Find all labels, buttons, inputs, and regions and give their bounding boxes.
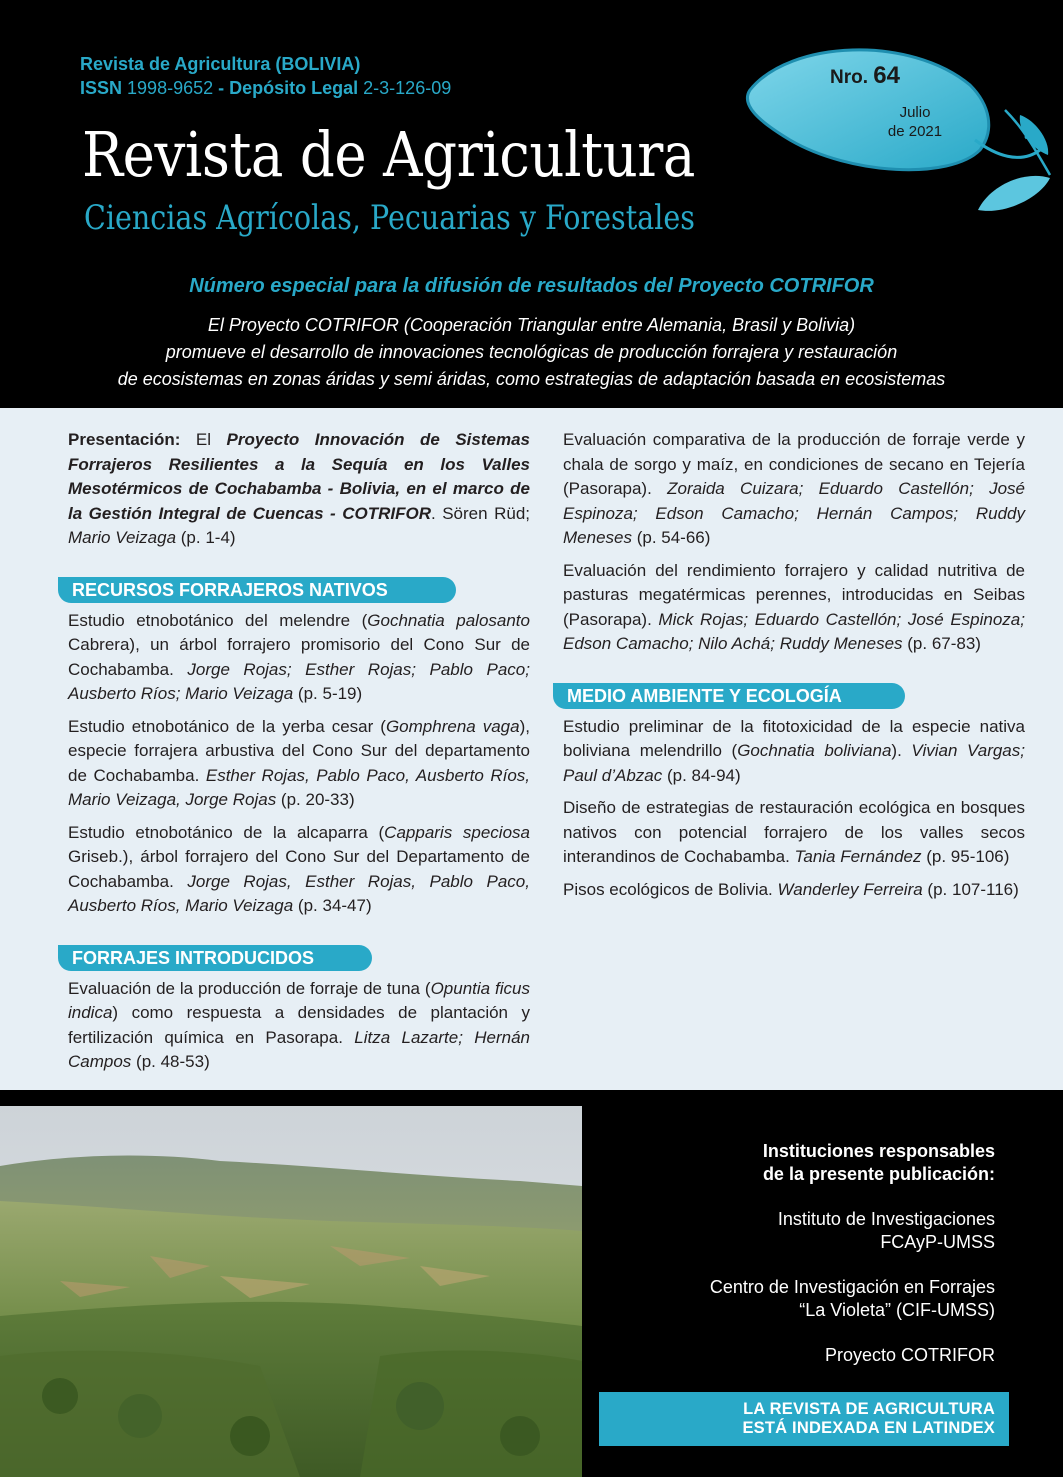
entry-text: Cabrera), un árbol forrajero promisorio del Cono Sur de Cochabamba. (68, 635, 530, 679)
special-issue-title: Número especial para la difusión de resultados del Proyecto COTRIFOR (189, 275, 874, 297)
entry-pages: (p. 54-66) (631, 528, 711, 547)
entry-pages: (p. 5-19) (293, 684, 363, 703)
article-entry (68, 609, 530, 707)
entry-pages: (p. 84-94) (662, 765, 741, 785)
issue-label: Nro. (830, 67, 868, 88)
issue-date (865, 103, 965, 141)
latindex-line: ESTÁ INDEXADA EN LATINDEX (742, 1419, 995, 1437)
institution-name: Proyecto COTRIFOR (824, 1345, 995, 1365)
article-entry (68, 715, 530, 813)
issue-month: Julio (899, 104, 931, 121)
entry-text: Estudio etnobotánico de la yerba cesar ( (68, 716, 386, 736)
institutions-heading (600, 1140, 995, 1186)
institution-name: Centro de Investigación en Forrajes (709, 1277, 995, 1297)
entry-authors: Zoraida Cuizara; Eduardo Castellón; José Espinoza; Edson Camacho; Hernán Campos; Ruddy Meneses (563, 479, 1025, 547)
entry-text: Evaluación del rendimiento forrajero y calidad nutritiva de pasturas megatérmicas perennes, introducidas en Seibas (Pasorapa). (563, 560, 1025, 629)
publication-name: Revista de Agricultura (BOLIVIA) (80, 54, 361, 74)
article-entry (563, 796, 1025, 870)
issn-label: ISSN (80, 78, 123, 98)
description-line: promueve el desarrollo de innovaciones tecnológicas de producción forrajera y restauración (165, 342, 898, 362)
entry-authors: Mario Veizaga (68, 528, 177, 547)
species-name: Gochnatia palosanto (367, 610, 530, 630)
article-entry (563, 715, 1025, 789)
institution-iifcayp (600, 1208, 995, 1254)
issn-line (80, 78, 451, 99)
article-entry (563, 559, 1025, 657)
entry-pages: (p. 95-106) (921, 847, 1010, 866)
table-of-contents (0, 408, 1063, 1090)
entry-text: Evaluación de la producción de forraje de tuna ( (68, 978, 431, 998)
species-name: Gochnatia boliviana (737, 741, 892, 760)
institutions-heading-line: Instituciones responsables (762, 1141, 995, 1161)
journal-subtitle: Ciencias Agrícolas, Pecuarias y Forestales (84, 198, 695, 238)
landscape-photo (0, 1106, 582, 1477)
issue-number (830, 62, 900, 90)
latindex-line: LA REVISTA DE AGRICULTURA (743, 1400, 995, 1418)
section-heading-forrajes: FORRAJES INTRODUCIDOS (58, 945, 372, 971)
presentation-entry (68, 428, 530, 551)
contents-column-left (68, 428, 530, 1083)
species-name: Capparis speciosa (384, 822, 530, 842)
entry-authors: Tania Fernández (794, 847, 922, 866)
presentation-label: Presentación: (68, 430, 181, 449)
institution-cotrifor (600, 1344, 995, 1367)
species-name: Opuntia ficus indica (68, 978, 530, 1022)
entry-pages: (p. 48-53) (131, 1052, 210, 1071)
issue-year: de 2021 (887, 123, 943, 140)
latindex-banner (599, 1392, 1009, 1446)
section-heading-medio-ambiente: MEDIO AMBIENTE Y ECOLOGÍA (553, 683, 905, 709)
entry-text: ). (891, 741, 912, 760)
entry-text: Evaluación comparativa de la producción de forraje verde y chala de sorgo y maíz, en condiciones de secano en Tejería (Pasorapa). (563, 430, 1025, 498)
institution-name: Instituto de Investigaciones (777, 1209, 995, 1229)
institution-name: “La Violeta” (CIF-UMSS) (799, 1300, 995, 1320)
entry-authors: Mick Rojas; Eduardo Castellón; José Espinoza; Edson Camacho; Nilo Achá; Ruddy Meneses (563, 609, 1025, 653)
entry-pages: (p. 34-47) (293, 896, 372, 915)
entry-text: Diseño de estrategias de restauración ecológica en bosques nativos con potencial forrajero de los valles secos interandinos de Cochabamba. (563, 798, 1025, 866)
institution-name: FCAyP-UMSS (880, 1232, 995, 1252)
section-heading-recursos: RECURSOS FORRAJEROS NATIVOS (58, 577, 456, 603)
entry-text: Pisos ecológicos de Bolivia. (563, 879, 778, 899)
entry-text: ), especie forrajera arbustiva del Cono Sur del departamento de Cochabamba. (68, 716, 530, 785)
entry-authors: Wanderley Ferreira (777, 879, 923, 899)
entry-pages: (p. 67-83) (902, 634, 981, 653)
article-entry (563, 428, 1025, 551)
issue-number-value: 64 (873, 62, 900, 89)
entry-authors: Jorge Rojas; Esther Rojas; Pablo Paco; Ausberto Ríos; Mario Veizaga (68, 659, 530, 703)
entry-text: Estudio preliminar de la fitotoxicidad de la especie nativa boliviana melendrillo ( (563, 716, 1025, 760)
issn-value: 1998-9652 (127, 78, 214, 98)
entry-authors: Litza Lazarte; Hernán Campos (68, 1027, 531, 1071)
article-entry (563, 878, 1025, 903)
entry-authors: Jorge Rojas, Esther Rojas, Pablo Paco, Ausberto Ríos, Mario Veizaga (68, 871, 530, 915)
institutions-heading-line: de la presente publicación: (762, 1164, 995, 1184)
article-entry (68, 977, 530, 1075)
entry-text: ) como respuesta a densidades de plantación y fertilización química en Pasorapa. (68, 1003, 530, 1047)
legal-deposit-label: - Depósito Legal (213, 78, 359, 98)
project-name: Proyecto Innovación de Sistemas Forrajeros Resilientes a la Sequía en los Valles Mesotérmicos de Cochabamba - Bolivia, en el marco de la Gestión Integral de Cuencas - COTRIFOR (68, 430, 530, 523)
article-entry (68, 821, 530, 919)
entry-text: . Sören Rüd; (431, 503, 530, 523)
entry-text: El (180, 430, 227, 449)
description-line: El Proyecto COTRIFOR (Cooperación Triangular entre Alemania, Brasil y Bolivia) (207, 315, 856, 335)
entry-text: Estudio etnobotánico de la alcaparra ( (68, 822, 385, 842)
entry-pages: (p. 1-4) (176, 528, 236, 547)
entry-pages: (p. 107-116) (922, 879, 1019, 899)
description-line: de ecosistemas en zonas áridas y semi áridas, como estrategias de adaptación basada en ecosistemas (117, 369, 946, 389)
entry-pages: (p. 20-33) (276, 790, 355, 809)
entry-text: Griseb.), árbol forrajero del Cono Sur del Departamento de Cochabamba. (68, 847, 530, 891)
contents-column-right (563, 428, 1025, 910)
legal-deposit-value: 2-3-126-09 (363, 78, 452, 98)
cover-header (0, 0, 1063, 408)
entry-authors: Vivian Vargas; Paul d’Abzac (563, 741, 1025, 785)
institution-cif (600, 1276, 995, 1322)
journal-title: Revista de Agricultura (82, 118, 696, 191)
entry-authors: Esther Rojas, Pablo Paco, Ausberto Ríos, Mario Veizaga, Jorge Rojas (68, 765, 530, 809)
entry-text: Estudio etnobotánico del melendre ( (68, 610, 368, 630)
responsible-institutions (600, 1140, 995, 1389)
species-name: Gomphrena vaga (385, 716, 520, 736)
